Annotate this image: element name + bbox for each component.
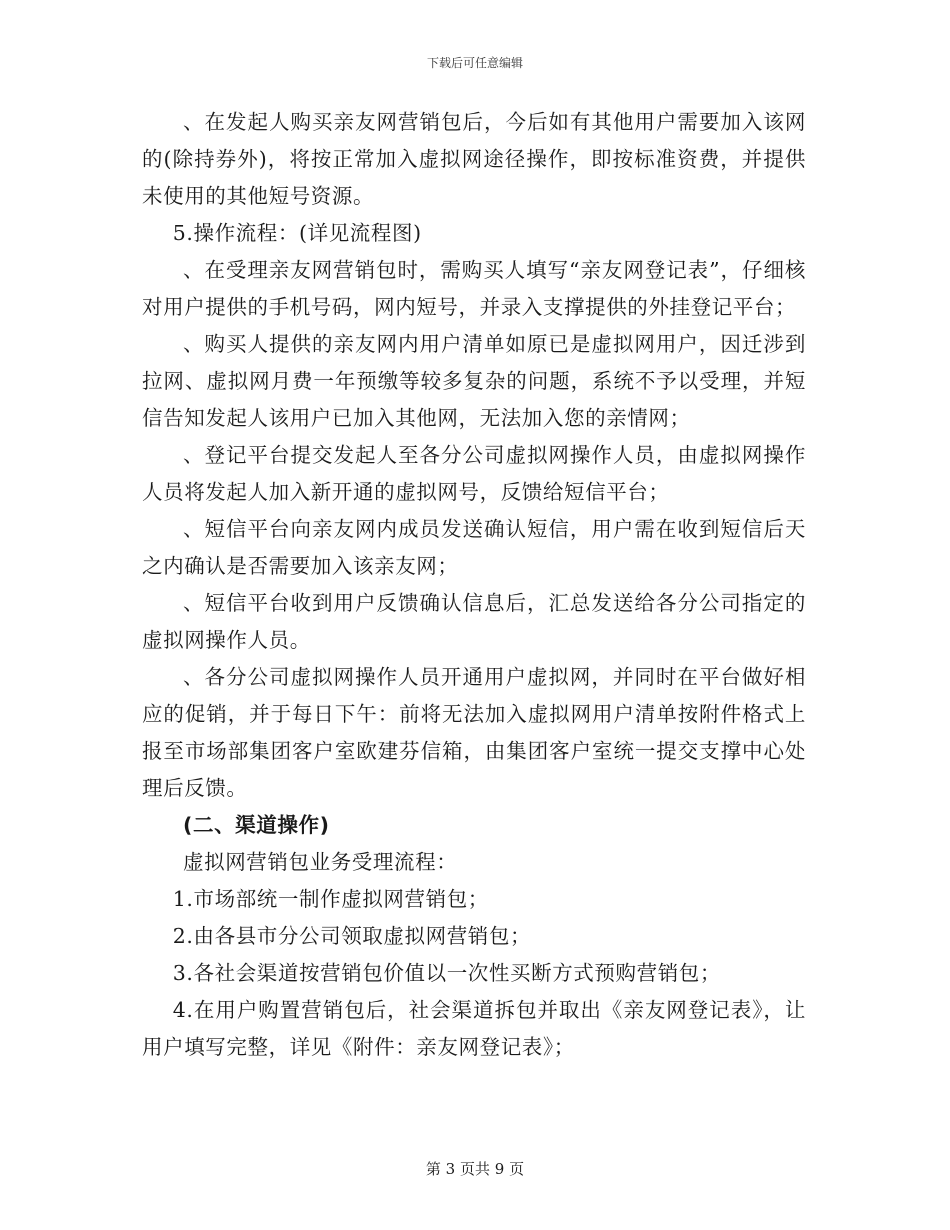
list-item-step-3: 3.各社会渠道按营销包价值以一次性买断方式预购营销包； xyxy=(172,961,722,985)
list-item-step-4: 4.在用户购置营销包后，社会渠道拆包并取出《亲友网登记表》，让用户填写完整，详见《附件：亲友网登记表》； xyxy=(142,998,806,1059)
section-heading-channel-operation: (二、渠道操作) xyxy=(183,813,330,837)
paragraph-registration-form: 、在受理亲友网营销包时，需购买人填写“亲友网登记表”，仔细核对用户提供的手机号码，网内短号，并录入支撑提供的外挂登记平台； xyxy=(142,258,806,319)
page-header: 下载后可任意编辑 xyxy=(426,56,523,70)
paragraph-platform-submission: 、登记平台提交发起人至各分公司虚拟网操作人员，由虚拟网操作人员将发起人加入新开通的虚拟网号，反馈给短信平台； xyxy=(142,443,806,504)
paragraph-branch-activation: 、各分公司虚拟网操作人员开通用户虚拟网，并同时在平台做好相应的促销，并于每日下午：前将无法加入虚拟网用户清单按附件格式上报至市场部集团客户室欧建芬信箱，由集团客户室统一提交支撑中心处理后反馈。 xyxy=(142,665,806,800)
list-item-step-1: 1.市场部统一制作虚拟网营销包； xyxy=(172,887,489,911)
paragraph-sms-confirmation: 、短信平台向亲友网内成员发送确认短信，用户需在收到短信后天之内确认是否需要加入该亲友网； xyxy=(142,517,806,578)
document-body xyxy=(142,104,806,1066)
paragraph-operation-process: 5.操作流程：(详见流程图) xyxy=(172,221,422,245)
paragraph-existing-virtual-users: 、购买人提供的亲友网内用户清单如原已是虚拟网用户，因迁涉到拉网、虚拟网月费一年预缴等较多复杂的问题，系统不予以受理，并短信告知发起人该用户已加入其他网，无法加入您的亲情网； xyxy=(142,332,806,430)
list-item-step-2: 2.由各县市分公司领取虚拟网营销包； xyxy=(172,924,532,948)
page-number-footer: 第 3 页共 9 页 xyxy=(425,1160,525,1178)
paragraph-additional-users: 、在发起人购买亲友网营销包后，今后如有其他用户需要加入该网的(除持券外)，将按正常加入虚拟网途径操作，即按标准资费，并提供未使用的其他短号资源。 xyxy=(142,110,806,208)
paragraph-feedback-summary: 、短信平台收到用户反馈确认信息后，汇总发送给各分公司指定的虚拟网操作人员。 xyxy=(142,591,806,652)
paragraph-process-intro: 虚拟网营销包业务受理流程： xyxy=(183,850,458,874)
